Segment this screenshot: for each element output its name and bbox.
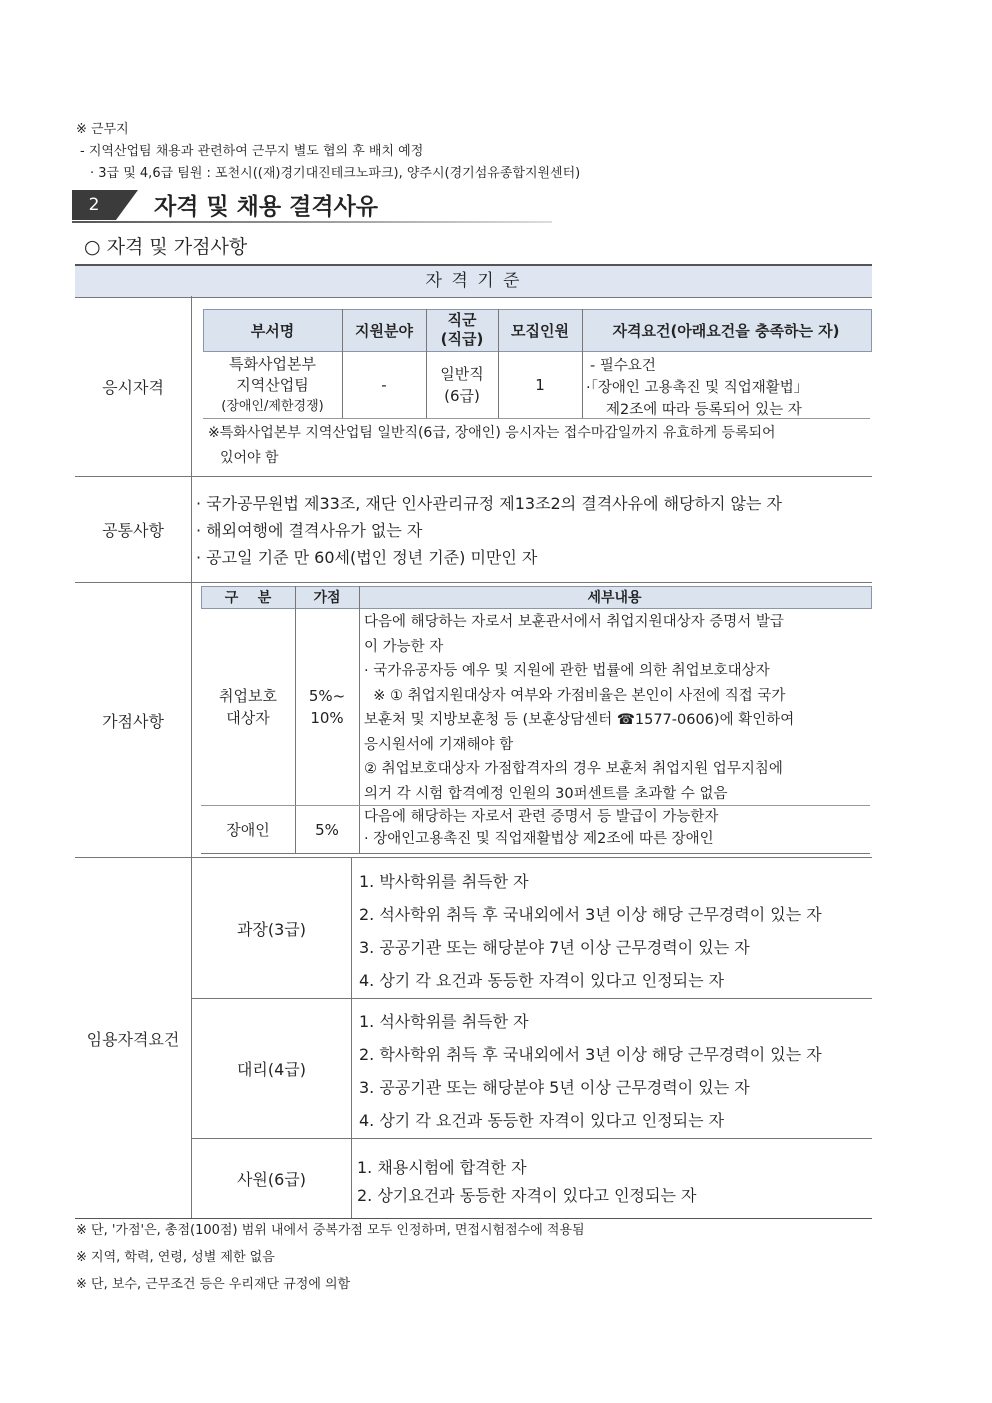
dept-line-3: (장애인/제한경쟁) bbox=[221, 398, 324, 414]
cell-grade bbox=[426, 352, 498, 418]
table-header-text: 자 격 기 준 bbox=[425, 271, 522, 291]
veteran-detail-line: ② 취업보호대상자 가점합격자의 경우 보훈처 취업지원 업무지침에 bbox=[364, 761, 783, 777]
req-line-2: ·「장애인 고용촉진 및 직업재활법」 bbox=[586, 380, 809, 396]
apply-footnote-line-1: ※특화사업본부 지역산업팀 일반직(6급, 장애인) 응시자는 접수마감일까지 유효하게 등록되어 bbox=[208, 425, 776, 441]
grade-line-2: (6급) bbox=[444, 387, 480, 405]
common-item-3: · 공고일 기준 만 60세(법인 정년 기준) 미만인 자 bbox=[196, 548, 538, 567]
bottom-note-1: ※ 단, '가점'은, 총점(100점) 범위 내에서 중복가점 모두 인정하며, 면접시험점수에 적용됨 bbox=[76, 1223, 585, 1238]
col-type: 구 분 bbox=[224, 590, 272, 606]
grade-6-name: 사원(6급) bbox=[236, 1170, 307, 1189]
veteran-detail-line: 의거 각 시험 합격예정 인원의 30퍼센트를 초과할 수 없음 bbox=[364, 785, 728, 802]
veteran-detail-line: 응시원서에 기재해야 함 bbox=[364, 736, 514, 753]
col-grade-line-1: 직군 bbox=[447, 311, 477, 329]
req-line-3: 제2조에 따라 등록되어 있는 자 bbox=[606, 402, 802, 418]
grade-3-name: 과장(3급) bbox=[236, 919, 307, 939]
bonus-veteran-detail bbox=[364, 610, 870, 806]
disabled-detail-line: 다음에 해당하는 자로서 관련 증명서 등 발급이 가능한자 bbox=[364, 809, 719, 825]
dept-line-2: 지역산업팀 bbox=[236, 375, 309, 394]
disabled-detail-line: · 장애인고용촉진 및 직업재활법상 제2조에 따른 장애인 bbox=[364, 831, 714, 847]
bonus-veteran-points bbox=[295, 609, 359, 805]
workplace-heading: ※ 근무지 bbox=[76, 122, 129, 137]
col-grade-line-2: (직급) bbox=[440, 330, 484, 348]
row-divider bbox=[75, 476, 872, 477]
section-number: 2 bbox=[72, 190, 116, 220]
grade-3-item: 3. 공공기관 또는 해당분야 7년 이상 근무경력이 있는 자 bbox=[359, 938, 750, 957]
cell-count: 1 bbox=[535, 376, 545, 394]
common-item-1: · 국가공무원법 제33조, 재단 인사관리규정 제13조2의 결격사유에 해당하지 않는 자 bbox=[196, 494, 782, 513]
workplace-line-1: - 지역산업팀 채용과 관련하여 근무지 별도 협의 후 배치 예정 bbox=[80, 144, 424, 159]
grade-6-item: 2. 상기요건과 동등한 자격이 있다고 인정되는 자 bbox=[357, 1186, 697, 1205]
col-dept: 부서명 bbox=[250, 321, 295, 340]
bottom-note-3: ※ 단, 보수, 근무조건 등은 우리재단 규정에 의함 bbox=[76, 1277, 351, 1292]
apply-footnote-line-2: 있어야 함 bbox=[220, 450, 279, 466]
cell-dept bbox=[203, 352, 342, 418]
section-underline bbox=[72, 221, 552, 223]
bottom-note-2: ※ 지역, 학력, 연령, 성별 제한 없음 bbox=[76, 1250, 275, 1265]
bonus-disabled-detail bbox=[364, 806, 870, 850]
col-requirements: 자격요건(아래요건을 충족하는 자) bbox=[612, 321, 840, 340]
grade-3-item: 1. 박사학위를 취득한 자 bbox=[359, 872, 529, 891]
veteran-detail-line: 보훈처 및 지방보훈청 등 (보훈상담센터 ☎1577-0606)에 확인하여 bbox=[364, 712, 795, 728]
veteran-points-line-2: 10% bbox=[310, 709, 344, 727]
col-points: 가점 bbox=[313, 590, 341, 606]
req-line-1: - 필수요건 bbox=[590, 358, 656, 374]
label-apply: 응시자격 bbox=[102, 377, 164, 397]
subsection-title: ○ 자격 및 가점사항 bbox=[84, 236, 248, 258]
grade-6-item: 1. 채용시험에 합격한 자 bbox=[357, 1158, 527, 1177]
grade-3-item: 2. 석사학위 취득 후 국내외에서 3년 이상 해당 근무경력이 있는 자 bbox=[359, 905, 822, 924]
grade-4-item: 4. 상기 각 요건과 동등한 자격이 있다고 인정되는 자 bbox=[359, 1111, 725, 1130]
grade-4-name: 대리(4급) bbox=[236, 1060, 307, 1079]
veteran-detail-line: 다음에 해당하는 자로서 보훈관서에서 취업지원대상자 증명서 발급 bbox=[364, 614, 784, 630]
veteran-detail-line: 이 가능한 자 bbox=[364, 638, 444, 655]
grade-4-item: 1. 석사학위를 취득한 자 bbox=[359, 1012, 529, 1031]
grade-4-item: 3. 공공기관 또는 해당분야 5년 이상 근무경력이 있는 자 bbox=[359, 1078, 750, 1097]
common-item-2: · 해외여행에 결격사유가 없는 자 bbox=[196, 521, 423, 540]
col-count: 모집인원 bbox=[511, 321, 569, 340]
workplace-line-2: · 3급 및 4,6급 팀원 : 포천시((재)경기대진테크노파크), 양주시(경기섬유종합지원센터) bbox=[90, 166, 581, 181]
veteran-points-line-1: 5%~ bbox=[308, 687, 346, 705]
bonus-disabled-points: 5% bbox=[315, 820, 339, 839]
row-divider bbox=[75, 582, 872, 583]
veteran-type-line-2: 대상자 bbox=[226, 709, 270, 727]
dept-line-1: 특화사업본부 bbox=[229, 354, 316, 373]
col-grade bbox=[426, 309, 498, 351]
section-title: 자격 및 채용 결격사유 bbox=[154, 194, 378, 220]
col-detail: 세부내용 bbox=[587, 590, 642, 606]
label-qualification: 임용자격요건 bbox=[86, 1029, 180, 1049]
table-header bbox=[75, 264, 872, 298]
label-common: 공통사항 bbox=[102, 521, 164, 540]
grade-3-item: 4. 상기 각 요건과 동등한 자격이 있다고 인정되는 자 bbox=[359, 971, 725, 990]
grade-4-item: 2. 학사학위 취득 후 국내외에서 3년 이상 해당 근무경력이 있는 자 bbox=[359, 1045, 822, 1064]
bonus-disabled-type: 장애인 bbox=[226, 821, 270, 839]
veteran-type-line-1: 취업보호 bbox=[219, 687, 277, 705]
grade-line-1: 일반직 bbox=[440, 365, 484, 383]
label-bonus: 가점사항 bbox=[102, 711, 164, 731]
cell-field: - bbox=[381, 376, 387, 394]
bonus-veteran-type bbox=[201, 609, 295, 805]
section-number-slant bbox=[116, 190, 138, 220]
veteran-detail-line: · 국가유공자등 예우 및 지원에 관한 법률에 의한 취업보호대상자 bbox=[364, 663, 770, 679]
col-field: 지원분야 bbox=[355, 321, 413, 340]
veteran-detail-line: ※ ① 취업지원대상자 여부와 가점비율은 본인이 사전에 직접 국가 bbox=[364, 687, 786, 704]
